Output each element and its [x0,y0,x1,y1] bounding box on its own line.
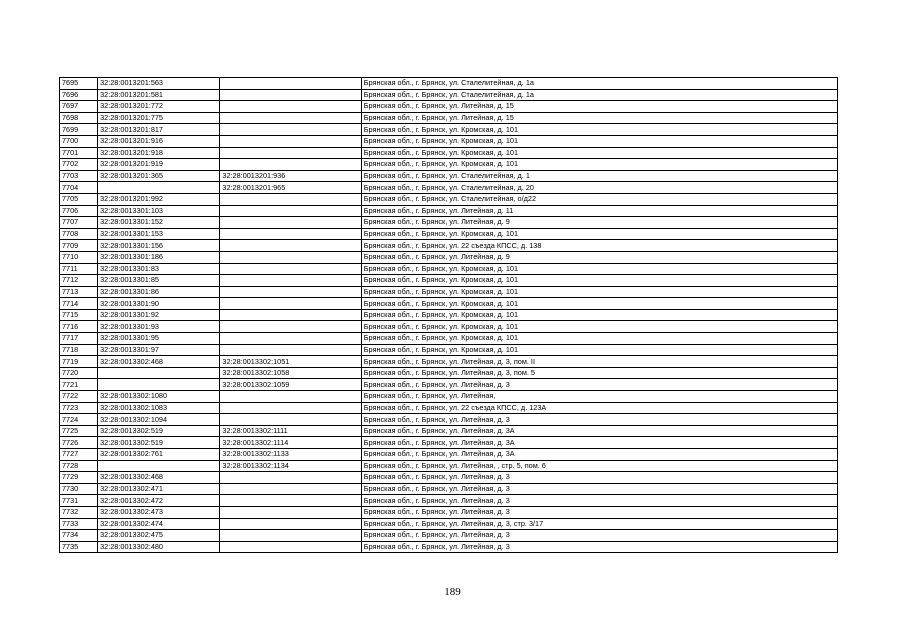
cadastral-number-cell: 32:28:0013201:365 [98,170,220,182]
row-number-cell: 7725 [60,425,98,437]
address-cell: Брянская обл., г. Брянск, ул. Кромская, д. 101 [361,124,837,136]
parent-cadastral-number-cell: 32:28:0013302:1114 [220,437,361,449]
table-row [60,414,838,426]
parent-cadastral-number-cell [220,530,361,542]
cadastral-number-cell: 32:28:0013302:471 [98,483,220,495]
address-cell: Брянская обл., г. Брянск, ул. Литейная, д. 3 [361,506,837,518]
cadastral-number-cell: 32:28:0013201:581 [98,89,220,101]
address-cell: Брянская обл., г. Брянск, ул. Литейная, д. 3А [361,437,837,449]
table-row [60,344,838,356]
table-row [60,112,838,124]
table-row [60,472,838,484]
cadastral-number-cell: 32:28:0013302:519 [98,425,220,437]
row-number-cell: 7709 [60,240,98,252]
address-cell: Брянская обл., г. Брянск, ул. Литейная, д. 3 [361,530,837,542]
parent-cadastral-number-cell: 32:28:0013302:1134 [220,460,361,472]
cadastral-number-cell: 32:28:0013302:519 [98,437,220,449]
table-row [60,286,838,298]
page-number: 189 [444,586,461,598]
cadastral-number-cell [98,379,220,391]
address-cell: Брянская обл., г. Брянск, ул. Литейная, д. 3 [361,541,837,553]
address-cell: Брянская обл., г. Брянск, ул. Кромская, д. 101 [361,309,837,321]
row-number-cell: 7723 [60,402,98,414]
parent-cadastral-number-cell [220,217,361,229]
row-number-cell: 7711 [60,263,98,275]
row-number-cell: 7695 [60,78,98,90]
address-cell: Брянская обл., г. Брянск, ул. Кромская, д. 101 [361,344,837,356]
parent-cadastral-number-cell [220,414,361,426]
parent-cadastral-number-cell [220,333,361,345]
parent-cadastral-number-cell [220,541,361,553]
parent-cadastral-number-cell [220,112,361,124]
address-cell: Брянская обл., г. Брянск, ул. Кромская, д. 101 [361,275,837,287]
cadastral-number-cell: 32:28:0013201:772 [98,101,220,113]
row-number-cell: 7702 [60,159,98,171]
table-row [60,78,838,90]
table-row [60,437,838,449]
row-number-cell: 7699 [60,124,98,136]
table-row [60,217,838,229]
table-row [60,228,838,240]
parent-cadastral-number-cell: 32:28:0013201:936 [220,170,361,182]
row-number-cell: 7731 [60,495,98,507]
table-row [60,518,838,530]
table-row [60,263,838,275]
cadastral-number-cell: 32:28:0013302:761 [98,449,220,461]
parent-cadastral-number-cell [220,495,361,507]
address-cell: Брянская обл., г. Брянск, ул. Литейная, д. 3А [361,449,837,461]
row-number-cell: 7719 [60,356,98,368]
row-number-cell: 7712 [60,275,98,287]
address-cell: Брянская обл., г. Брянск, ул. Сталелитейная, о/д22 [361,193,837,205]
address-cell: Брянская обл., г. Брянск, ул. Литейная, , стр. 5, пом. 6 [361,460,837,472]
parent-cadastral-number-cell [220,78,361,90]
row-number-cell: 7727 [60,449,98,461]
parent-cadastral-number-cell: 32:28:0013302:1059 [220,379,361,391]
cadastral-number-cell: 32:28:0013302:472 [98,495,220,507]
row-number-cell: 7716 [60,321,98,333]
parent-cadastral-number-cell: 32:28:0013201:965 [220,182,361,194]
cadastral-number-cell: 32:28:0013302:474 [98,518,220,530]
cadastral-number-cell: 32:28:0013201:916 [98,135,220,147]
parent-cadastral-number-cell [220,391,361,403]
cadastral-number-cell: 32:28:0013201:918 [98,147,220,159]
cadastral-number-cell: 32:28:0013302:473 [98,506,220,518]
cadastral-number-cell: 32:28:0013302:468 [98,356,220,368]
address-cell: Брянская обл., г. Брянск, ул. Литейная, д. 15 [361,112,837,124]
table-row [60,483,838,495]
cadastral-number-cell [98,460,220,472]
parent-cadastral-number-cell [220,240,361,252]
parent-cadastral-number-cell: 32:28:0013302:1133 [220,449,361,461]
address-cell: Брянская обл., г. Брянск, ул. Литейная, д. 3, пом. II [361,356,837,368]
table-row [60,101,838,113]
row-number-cell: 7710 [60,251,98,263]
table-row [60,321,838,333]
table-row [60,89,838,101]
parent-cadastral-number-cell [220,124,361,136]
address-cell: Брянская обл., г. Брянск, ул. 22 съезда КПСС, д. 138 [361,240,837,252]
row-number-cell: 7715 [60,309,98,321]
cadastral-number-cell: 32:28:0013302:475 [98,530,220,542]
table-row [60,170,838,182]
table-row [60,495,838,507]
parent-cadastral-number-cell: 32:28:0013302:1111 [220,425,361,437]
row-number-cell: 7733 [60,518,98,530]
row-number-cell: 7717 [60,333,98,345]
row-number-cell: 7728 [60,460,98,472]
cadastral-number-cell: 32:28:0013301:93 [98,321,220,333]
row-number-cell: 7703 [60,170,98,182]
address-cell: Брянская обл., г. Брянск, ул. Сталелитейная, д. 20 [361,182,837,194]
row-number-cell: 7701 [60,147,98,159]
address-cell: Брянская обл., г. Брянск, ул. Литейная, д. 3 [361,379,837,391]
parent-cadastral-number-cell [220,286,361,298]
table-row [60,506,838,518]
table-row [60,460,838,472]
cadastral-number-cell: 32:28:0013301:83 [98,263,220,275]
parent-cadastral-number-cell [220,518,361,530]
cadastral-number-cell: 32:28:0013302:1094 [98,414,220,426]
row-number-cell: 7720 [60,367,98,379]
address-cell: Брянская обл., г. Брянск, ул. 22 съезда КПСС, д. 123А [361,402,837,414]
cadastral-number-cell: 32:28:0013201:992 [98,193,220,205]
parent-cadastral-number-cell [220,321,361,333]
parent-cadastral-number-cell [220,472,361,484]
row-number-cell: 7729 [60,472,98,484]
address-cell: Брянская обл., г. Брянск, ул. Кромская, д. 101 [361,286,837,298]
parent-cadastral-number-cell [220,506,361,518]
address-cell: Брянская обл., г. Брянск, ул. Кромская, д. 101 [361,228,837,240]
cadastral-number-cell: 32:28:0013301:186 [98,251,220,263]
parent-cadastral-number-cell [220,344,361,356]
parent-cadastral-number-cell [220,298,361,310]
table-row [60,182,838,194]
parent-cadastral-number-cell [220,263,361,275]
row-number-cell: 7697 [60,101,98,113]
row-number-cell: 7721 [60,379,98,391]
cadastral-number-cell: 32:28:0013302:1083 [98,402,220,414]
table-row [60,367,838,379]
cadastral-number-cell: 32:28:0013301:86 [98,286,220,298]
table-row [60,309,838,321]
cadastral-number-cell: 32:28:0013301:95 [98,333,220,345]
cadastral-number-cell: 32:28:0013301:103 [98,205,220,217]
cadastral-number-cell: 32:28:0013302:1080 [98,391,220,403]
cadastral-number-cell [98,182,220,194]
table-row [60,135,838,147]
table-row [60,449,838,461]
table-row [60,391,838,403]
address-cell: Брянская обл., г. Брянск, ул. Кромская, д. 101 [361,147,837,159]
cadastral-number-cell: 32:28:0013201:817 [98,124,220,136]
address-cell: Брянская обл., г. Брянск, ул. Литейная, д. 3А [361,425,837,437]
table-row [60,205,838,217]
table-row [60,193,838,205]
parent-cadastral-number-cell [220,251,361,263]
cadastral-number-cell [98,367,220,379]
row-number-cell: 7698 [60,112,98,124]
cadastral-number-cell: 32:28:0013301:152 [98,217,220,229]
cadastral-number-cell: 32:28:0013301:153 [98,228,220,240]
row-number-cell: 7708 [60,228,98,240]
table-row [60,425,838,437]
row-number-cell: 7735 [60,541,98,553]
parent-cadastral-number-cell [220,101,361,113]
address-cell: Брянская обл., г. Брянск, ул. Кромская, д. 101 [361,321,837,333]
row-number-cell: 7732 [60,506,98,518]
table-row [60,379,838,391]
address-cell: Брянская обл., г. Брянск, ул. Литейная, д. 3 [361,483,837,495]
address-cell: Брянская обл., г. Брянск, ул. Литейная, д. 11 [361,205,837,217]
table-body [60,78,838,553]
parent-cadastral-number-cell [220,147,361,159]
row-number-cell: 7696 [60,89,98,101]
row-number-cell: 7734 [60,530,98,542]
row-number-cell: 7706 [60,205,98,217]
parent-cadastral-number-cell [220,159,361,171]
table-row [60,124,838,136]
address-cell: Брянская обл., г. Брянск, ул. Литейная, д. 3, стр. 3/17 [361,518,837,530]
address-cell: Брянская обл., г. Брянск, ул. Литейная, д. 3, пом. 5 [361,367,837,379]
table-row [60,402,838,414]
row-number-cell: 7724 [60,414,98,426]
table-row [60,298,838,310]
cadastral-number-cell: 32:28:0013301:90 [98,298,220,310]
address-cell: Брянская обл., г. Брянск, ул. Литейная, д. 3 [361,472,837,484]
address-cell: Брянская обл., г. Брянск, ул. Литейная, д. 9 [361,217,837,229]
address-cell: Брянская обл., г. Брянск, ул. Кромская, д. 101 [361,333,837,345]
parent-cadastral-number-cell: 32:28:0013302:1051 [220,356,361,368]
cadastral-number-cell: 32:28:0013301:92 [98,309,220,321]
table-row [60,251,838,263]
address-cell: Брянская обл., г. Брянск, ул. Сталелитейная, д. 1а [361,89,837,101]
address-cell: Брянская обл., г. Брянск, ул. Сталелитейная, д. 1 [361,170,837,182]
parent-cadastral-number-cell [220,402,361,414]
cadastral-number-cell: 32:28:0013301:85 [98,275,220,287]
cadastral-number-cell: 32:28:0013301:97 [98,344,220,356]
cadastral-number-cell: 32:28:0013201:775 [98,112,220,124]
table-row [60,147,838,159]
parent-cadastral-number-cell [220,275,361,287]
address-cell: Брянская обл., г. Брянск, ул. Сталелитейная, д. 1а [361,78,837,90]
row-number-cell: 7713 [60,286,98,298]
table-row [60,356,838,368]
row-number-cell: 7730 [60,483,98,495]
row-number-cell: 7718 [60,344,98,356]
cadastral-number-cell: 32:28:0013302:468 [98,472,220,484]
row-number-cell: 7722 [60,391,98,403]
table-row [60,530,838,542]
parent-cadastral-number-cell [220,205,361,217]
cadastral-number-cell: 32:28:0013201:563 [98,78,220,90]
address-cell: Брянская обл., г. Брянск, ул. Кромская, д. 101 [361,135,837,147]
cadastral-number-cell: 32:28:0013302:480 [98,541,220,553]
parent-cadastral-number-cell [220,135,361,147]
address-cell: Брянская обл., г. Брянск, ул. Литейная, д. 9 [361,251,837,263]
address-cell: Брянская обл., г. Брянск, ул. Кромская, д. 101 [361,263,837,275]
address-cell: Брянская обл., г. Брянск, ул. Литейная, д. 3 [361,495,837,507]
address-cell: Брянская обл., г. Брянск, ул. Литейная, д. 15 [361,101,837,113]
table-row [60,240,838,252]
row-number-cell: 7726 [60,437,98,449]
cadastral-table [59,77,838,553]
row-number-cell: 7705 [60,193,98,205]
cadastral-number-cell: 32:28:0013301:156 [98,240,220,252]
parent-cadastral-number-cell [220,193,361,205]
row-number-cell: 7714 [60,298,98,310]
table-row [60,159,838,171]
address-cell: Брянская обл., г. Брянск, ул. Литейная, [361,391,837,403]
parent-cadastral-number-cell [220,228,361,240]
table-row [60,275,838,287]
parent-cadastral-number-cell [220,89,361,101]
row-number-cell: 7700 [60,135,98,147]
table-row [60,333,838,345]
parent-cadastral-number-cell [220,309,361,321]
address-cell: Брянская обл., г. Брянск, ул. Кромская, д. 101 [361,159,837,171]
parent-cadastral-number-cell: 32:28:0013302:1058 [220,367,361,379]
address-cell: Брянская обл., г. Брянск, ул. Кромская, д. 101 [361,298,837,310]
table-row [60,541,838,553]
row-number-cell: 7704 [60,182,98,194]
parent-cadastral-number-cell [220,483,361,495]
cadastral-number-cell: 32:28:0013201:919 [98,159,220,171]
address-cell: Брянская обл., г. Брянск, ул. Литейная, д. 3 [361,414,837,426]
row-number-cell: 7707 [60,217,98,229]
